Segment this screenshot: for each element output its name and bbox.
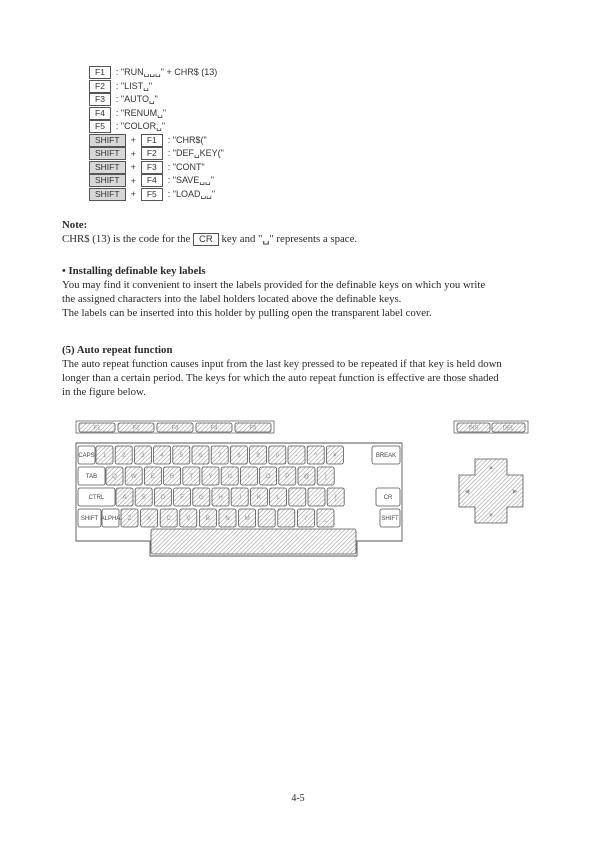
installing-line-3: The labels can be inserted into this holder by pulling open the transparent label cover. <box>62 307 432 319</box>
key-legend: F4 <box>210 425 218 432</box>
definition-text: : "DEF␣KEY(" <box>167 148 224 159</box>
key-legend: - <box>295 453 298 459</box>
key-legend: 2 <box>122 453 126 459</box>
definition-text: : "CONT" <box>167 162 205 173</box>
key-row3-5 <box>193 488 210 506</box>
key-legend: : <box>315 495 318 501</box>
key-row2-11 <box>298 467 315 485</box>
function-key-f5 <box>235 423 271 432</box>
key-legend: H <box>218 495 223 501</box>
key-legend: R <box>169 474 175 480</box>
key-legend: C <box>166 516 171 522</box>
key-0 <box>78 446 95 464</box>
key-row3-1 <box>116 488 133 506</box>
key-5 <box>173 446 190 464</box>
definition-text: : "CHR$(" <box>167 135 207 146</box>
key-legend: B <box>205 516 210 522</box>
key-legend: CTRL <box>88 495 105 501</box>
auto-repeat-line-3: in the figure below. <box>62 386 146 398</box>
key-12 <box>307 446 324 464</box>
key-legend: O <box>265 474 271 480</box>
key-row2-6 <box>202 467 219 485</box>
key-label-f1: F1 <box>141 134 163 147</box>
key-legend: F2 <box>132 425 140 432</box>
cursor-up-icon: ▲ <box>488 465 494 471</box>
key-legend: @ <box>303 474 310 480</box>
key-row4-5 <box>180 509 197 527</box>
key-6 <box>192 446 209 464</box>
key-legend: 1 <box>102 453 107 459</box>
key-legend: INS <box>468 425 479 432</box>
key-row2-1 <box>106 467 123 485</box>
edit-key-del <box>492 423 525 432</box>
key-legend: 3 <box>141 453 145 459</box>
definition-text: : "COLOR␣" <box>115 121 166 132</box>
key-13 <box>326 446 343 464</box>
definition-text: : "SAVE␣␣" <box>167 175 214 186</box>
key-label-f3: F3 <box>89 93 111 106</box>
cursor-down-icon: ▼ <box>488 513 494 519</box>
key-legend: [ <box>324 474 327 480</box>
key-3 <box>134 446 151 464</box>
key-legend: T <box>189 474 194 480</box>
key-row3-3 <box>154 488 171 506</box>
auto-repeat-line-1: The auto repeat function causes input from the last key pressed to be repeated if that key is held down <box>62 358 502 370</box>
key-legend: K <box>256 495 261 501</box>
key-label-f5: F5 <box>141 188 163 201</box>
key-label-f1: F1 <box>89 66 111 79</box>
key-row2-10 <box>279 467 296 485</box>
key-legend: . <box>285 516 288 522</box>
key-label-shift: SHIFT <box>89 134 126 147</box>
key-row3-7 <box>231 488 248 506</box>
key-legend: U <box>227 474 232 480</box>
key-row4-10 <box>278 509 295 527</box>
key-legend: ¥ <box>333 453 337 459</box>
key-row3-0 <box>78 488 115 506</box>
key-row4-2 <box>121 509 138 527</box>
key-row3-12 <box>327 488 344 506</box>
key-legend: SHIFT <box>381 516 399 522</box>
key-legend: W <box>130 474 137 480</box>
key-row2-5 <box>183 467 200 485</box>
key-row2-0 <box>78 467 105 485</box>
key-legend: Q <box>112 474 117 480</box>
key-legend: CR <box>383 495 393 501</box>
note-heading: Note: <box>62 219 88 231</box>
key-legend: S <box>141 495 146 501</box>
key-11 <box>288 446 305 464</box>
auto-repeat-heading: (5) Auto repeat function <box>62 344 173 356</box>
key-legend: N <box>225 516 230 522</box>
key-row4-11 <box>297 509 314 527</box>
function-key-f2 <box>118 423 154 432</box>
edit-key-ins <box>457 423 490 432</box>
key-row2-9 <box>260 467 277 485</box>
key-legend: TAB <box>85 474 98 480</box>
key-row2-2 <box>125 467 142 485</box>
key-label-f4: F4 <box>89 107 111 120</box>
key-legend: BREAK <box>375 453 397 459</box>
key-8 <box>230 446 247 464</box>
key-row3-13 <box>376 488 400 506</box>
space-bar <box>151 529 356 554</box>
key-row2-12 <box>317 467 334 485</box>
plus-sign: + <box>130 189 136 200</box>
key-legend: J <box>238 495 242 501</box>
key-row4-1 <box>101 509 121 527</box>
function-key-f4 <box>196 423 232 432</box>
key-14 <box>372 446 400 464</box>
key-row2-4 <box>164 467 181 485</box>
key-row3-11 <box>308 488 325 506</box>
key-legend: Z <box>127 516 132 522</box>
key-legend: _ <box>323 516 328 522</box>
key-legend: ] <box>334 495 337 501</box>
key-legend: V <box>186 516 191 522</box>
key-row3-9 <box>270 488 287 506</box>
key-label-f2: F2 <box>89 80 111 93</box>
installing-line-2: the assigned characters into the label holders located above the definable keys. <box>62 293 402 305</box>
key-legend: 7 <box>218 453 222 459</box>
key-9 <box>250 446 267 464</box>
key-label-f4: F4 <box>141 174 163 187</box>
key-legend: / <box>305 516 307 522</box>
function-key-f1 <box>79 423 115 432</box>
key-row4-13 <box>380 509 400 527</box>
definition-text: : "RENUM␣" <box>115 107 167 118</box>
key-legend: , <box>265 516 268 522</box>
key-label-shift: SHIFT <box>89 161 126 174</box>
key-legend: ^ <box>314 453 318 459</box>
function-key-f3 <box>157 423 193 432</box>
key-legend: G <box>198 495 204 501</box>
installing-line-1: You may find it convenient to insert the labels provided for the definable keys on which you write <box>62 279 486 291</box>
key-legend: L <box>276 495 280 501</box>
key-row4-0 <box>78 509 101 527</box>
definition-text: : "AUTO␣" <box>115 94 158 105</box>
key-legend: F5 <box>249 425 257 432</box>
key-row4-7 <box>219 509 236 527</box>
plus-sign: + <box>130 135 136 146</box>
key-row2-8 <box>240 467 257 485</box>
key-label-f3: F3 <box>141 161 163 174</box>
key-label-shift: SHIFT <box>89 188 126 201</box>
page-number: 4-5 <box>291 793 305 804</box>
key-10 <box>269 446 286 464</box>
plus-sign: + <box>130 175 136 186</box>
key-legend: DEL <box>502 425 515 432</box>
key-legend: ALPHA <box>100 516 121 522</box>
installing-heading: • Installing definable key labels <box>62 265 206 277</box>
key-label-shift: SHIFT <box>89 174 126 187</box>
key-row3-6 <box>212 488 229 506</box>
key-legend: CAPS <box>78 453 95 459</box>
key-label-f5: F5 <box>89 120 111 133</box>
key-legend: F1 <box>93 425 101 432</box>
key-legend: 8 <box>237 453 241 459</box>
key-legend: 6 <box>198 453 203 459</box>
key-legend: M <box>244 516 250 522</box>
key-legend: 9 <box>256 453 260 459</box>
key-row3-8 <box>250 488 267 506</box>
key-1 <box>96 446 113 464</box>
key-label-f2: F2 <box>141 147 163 160</box>
cursor-left-icon: ◀ <box>464 489 470 495</box>
key-legend: 4 <box>160 453 164 459</box>
key-7 <box>211 446 228 464</box>
note-text-before: CHR$ (13) is the code for the <box>62 233 191 245</box>
key-legend: F3 <box>171 425 179 432</box>
key-row3-2 <box>135 488 152 506</box>
key-row2-3 <box>144 467 161 485</box>
key-2 <box>115 446 132 464</box>
key-row2-7 <box>221 467 238 485</box>
key-4 <box>154 446 171 464</box>
plus-sign: + <box>130 148 136 159</box>
key-legend: D <box>160 495 166 501</box>
key-legend: 5 <box>179 453 183 459</box>
key-legend: E <box>150 474 155 480</box>
plus-sign: + <box>130 162 136 173</box>
cr-key-label: CR <box>193 233 219 246</box>
key-legend: SHIFT <box>80 516 99 522</box>
key-legend: I <box>248 474 250 480</box>
key-legend: A <box>122 495 127 501</box>
definition-text: : "RUN␣␣␣" + CHR$ (13) <box>115 67 218 78</box>
definition-text: : "LOAD␣␣" <box>167 188 216 199</box>
key-legend: F <box>180 495 184 501</box>
key-row4-8 <box>239 509 256 527</box>
key-legend: X <box>147 516 152 522</box>
key-label-shift: SHIFT <box>89 147 126 160</box>
cursor-right-icon: ▶ <box>512 489 518 495</box>
key-row4-4 <box>160 509 177 527</box>
definition-text: : "LIST␣" <box>115 80 153 91</box>
key-row3-10 <box>289 488 306 506</box>
key-row4-9 <box>258 509 275 527</box>
key-row3-4 <box>174 488 191 506</box>
note-text-after: key and "␣" represents a space. <box>221 233 358 245</box>
key-legend: 0 <box>275 453 279 459</box>
key-legend: Y <box>208 474 213 480</box>
key-row4-6 <box>199 509 216 527</box>
key-row4-3 <box>141 509 158 527</box>
key-legend: P <box>285 474 290 480</box>
key-row4-12 <box>317 509 334 527</box>
key-legend: ; <box>296 495 299 501</box>
auto-repeat-line-2: longer than a certain period. The keys for which the auto repeat function is effective are those shaded <box>62 372 499 384</box>
